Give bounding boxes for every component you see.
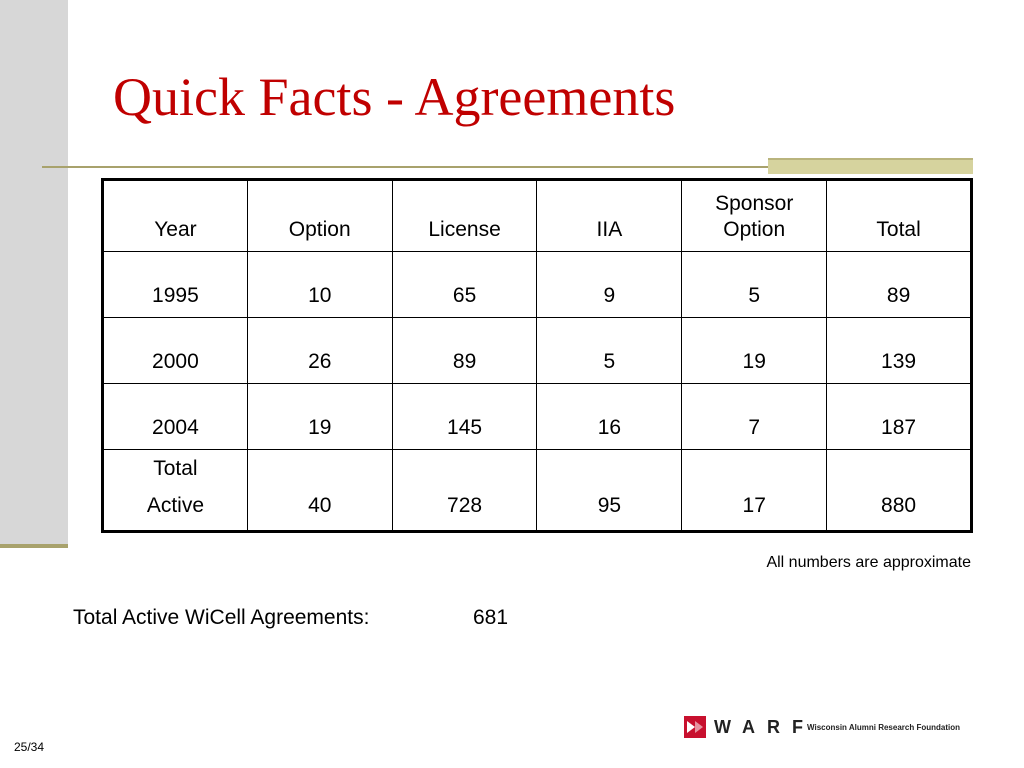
side-panel (0, 0, 68, 548)
column-header (537, 180, 682, 252)
table-cell (103, 252, 248, 318)
table-cell (392, 318, 537, 384)
table-cell-text: 16 (597, 416, 622, 439)
table-cell-text: 89 (886, 284, 911, 307)
table-row (103, 450, 972, 532)
summary-line (73, 606, 509, 630)
table-cell (247, 384, 392, 450)
warf-letters: WARF (714, 716, 815, 737)
table-cell (392, 450, 537, 532)
table-cell (247, 252, 392, 318)
table-cell-text: 880 (881, 494, 917, 517)
column-header-text: License (428, 218, 501, 241)
table-row (103, 318, 972, 384)
table-cell (827, 384, 972, 450)
table-cell-text: 5 (748, 284, 761, 307)
table-cell (682, 252, 827, 318)
table-cell (392, 384, 537, 450)
table-cell (103, 450, 248, 532)
warf-mark-icon (684, 716, 706, 738)
table-cell-text: 17 (742, 494, 766, 517)
table-cell-text: 145 (447, 416, 483, 439)
table-cell-text: 187 (881, 416, 917, 439)
table-cell-text: 40 (308, 494, 332, 517)
table-cell-text: 65 (452, 284, 477, 307)
slide-title: Quick Facts - Agreements (113, 67, 676, 127)
table-cell (247, 318, 392, 384)
table-cell-text: Total (153, 457, 198, 480)
table-cell-text: 7 (748, 416, 761, 439)
table-cell-text: 89 (452, 350, 477, 373)
table-cell (247, 450, 392, 532)
table-row (103, 384, 972, 450)
table-cell (537, 252, 682, 318)
table-cell-text: 5 (603, 350, 616, 373)
column-header-text: Option (723, 218, 786, 241)
table-cell-text: 2004 (152, 416, 199, 439)
column-header (827, 180, 972, 252)
table-cell-text: 19 (308, 416, 332, 439)
summary-label: Total Active WiCell Agreements: (73, 606, 370, 629)
table-cell-text: 10 (308, 284, 332, 307)
column-header (682, 180, 827, 252)
summary-value: 681 (473, 606, 509, 629)
table-cell-text: 1995 (152, 284, 199, 307)
table-cell-text: Active (146, 494, 204, 517)
table-cell (827, 252, 972, 318)
table-cell (537, 384, 682, 450)
column-header-text: Option (288, 218, 351, 241)
table-cell (103, 318, 248, 384)
table-cell-text: 728 (447, 494, 483, 517)
column-header-text: Total (876, 218, 921, 241)
column-header-text: Year (154, 218, 197, 241)
table-cell (537, 318, 682, 384)
table-cell (682, 318, 827, 384)
column-header-text: IIA (596, 218, 623, 241)
column-header (392, 180, 537, 252)
table-cell-text: 9 (603, 284, 616, 307)
table-cell (392, 252, 537, 318)
warf-logo (684, 716, 976, 738)
table-header-row (103, 180, 972, 252)
table-cell (537, 450, 682, 532)
table-cell (827, 450, 972, 532)
column-header (247, 180, 392, 252)
table-cell-text: 19 (742, 350, 766, 373)
table-cell-text: 95 (597, 494, 622, 517)
approximate-note: All numbers are approximate (766, 554, 971, 571)
table-cell (103, 384, 248, 450)
rule-accent-block (768, 158, 973, 174)
table-row (103, 252, 972, 318)
column-header-text: Sponsor (715, 192, 794, 215)
table-cell (827, 318, 972, 384)
page-number: 25/34 (14, 740, 45, 754)
table-cell-text: 26 (308, 350, 332, 373)
column-header (103, 180, 248, 252)
table-cell-text: 2000 (152, 350, 199, 373)
table-cell-text: 139 (881, 350, 917, 373)
agreements-table (101, 178, 973, 533)
side-panel-edge (0, 544, 68, 548)
warf-subtitle: Wisconsin Alumni Research Foundation (807, 722, 960, 732)
table-cell (682, 450, 827, 532)
table-cell (682, 384, 827, 450)
